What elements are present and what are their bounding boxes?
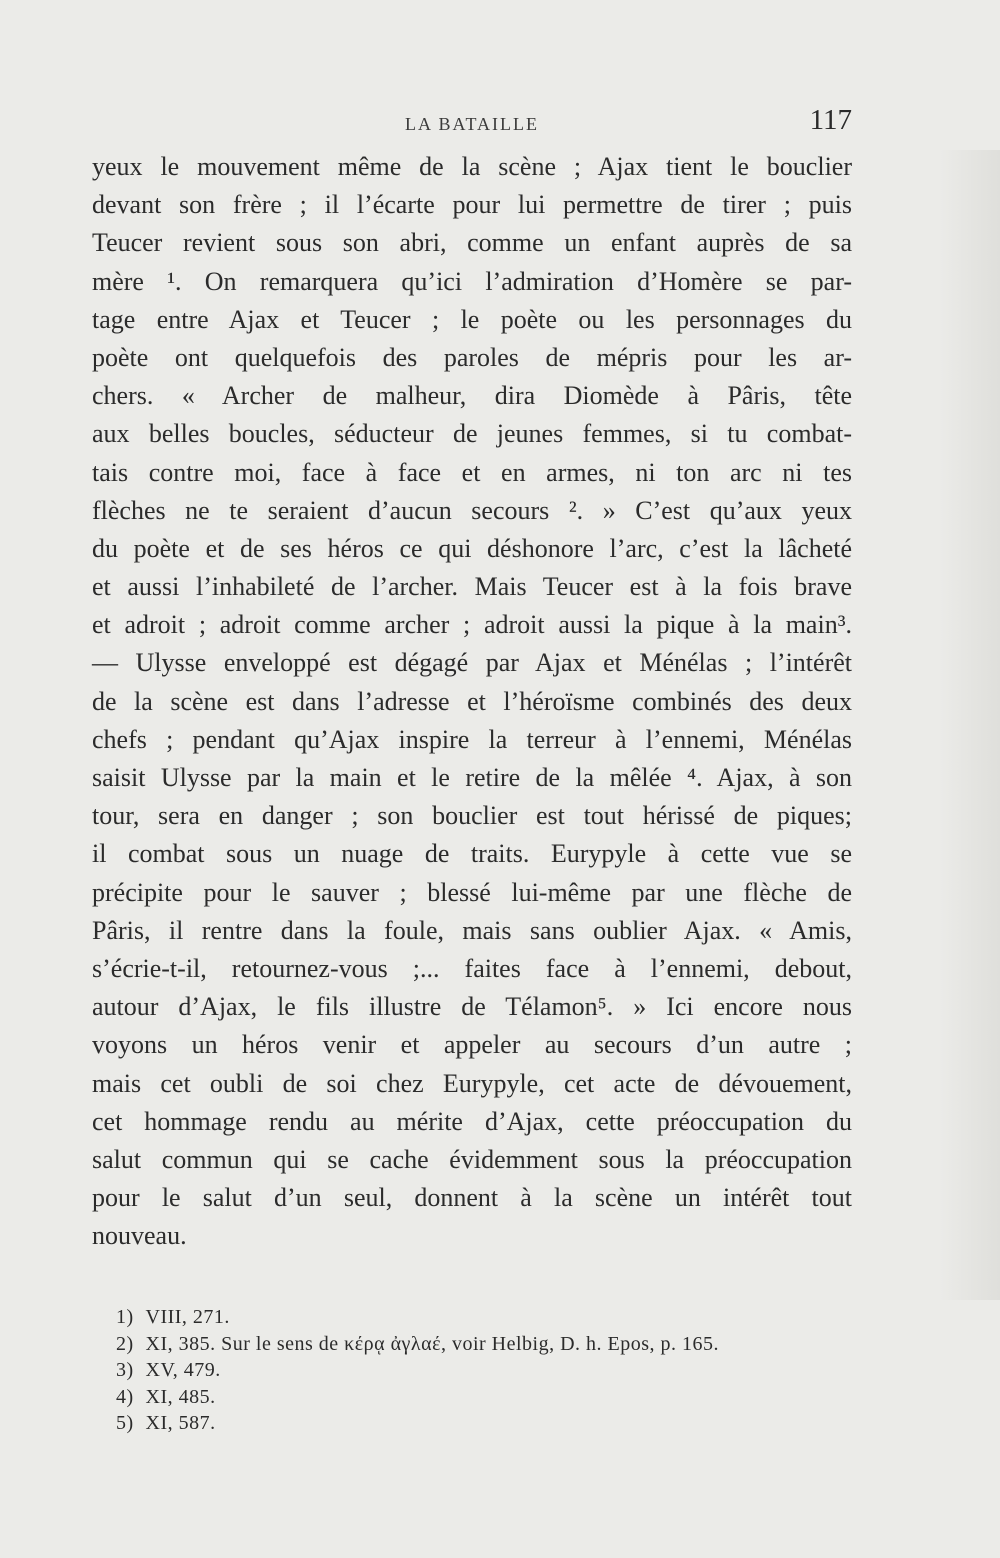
footnotes bbox=[116, 1304, 856, 1437]
footnote-text: XI, 587. bbox=[145, 1412, 216, 1434]
footnote-marker: 2) bbox=[116, 1332, 134, 1355]
text-line: du poète et de ses héros ce qui déshonore l’arc, c’est la lâcheté bbox=[92, 533, 852, 563]
text-line-last: nouveau. bbox=[92, 1221, 187, 1251]
footnote-text: XV, 479. bbox=[145, 1359, 221, 1381]
body-text bbox=[92, 148, 852, 1255]
footnote-marker: 4) bbox=[116, 1385, 134, 1408]
footnote-marker: 3) bbox=[116, 1359, 134, 1381]
text-line: s’écrie-t-il, retournez-vous ;... faites face à l’ennemi, debout, bbox=[92, 953, 852, 983]
text-line: mère ¹. On remarquera qu’ici l’admiration d’Homère se par- bbox=[92, 266, 852, 296]
text-line: et aussi l’inhabileté de l’archer. Mais Teucer est à la fois brave bbox=[92, 572, 852, 602]
text-line: voyons un héros venir et appeler au secours d’un autre ; bbox=[92, 1030, 852, 1060]
footnote bbox=[116, 1357, 856, 1384]
page-edge-shadow bbox=[940, 150, 1000, 1300]
text-line: mais cet oubli de soi chez Eurypyle, cet acte de dévouement, bbox=[92, 1068, 852, 1098]
text-line: devant son frère ; il l’écarte pour lui permettre de tirer ; puis bbox=[92, 190, 852, 220]
text-line: tage entre Ajax et Teucer ; le poète ou les personnages du bbox=[92, 304, 852, 334]
text-line: salut commun qui se cache évidemment sous la préoccupation bbox=[92, 1144, 852, 1174]
footnote-marker: 1) bbox=[116, 1306, 134, 1328]
text-line: poète ont quelquefois des paroles de mépris pour les ar- bbox=[92, 342, 852, 372]
text-line: saisit Ulysse par la main et le retire de la mêlée ⁴. Ajax, à son bbox=[92, 763, 852, 792]
page-number: 117 bbox=[809, 104, 852, 136]
text-line: cet hommage rendu au mérite d’Ajax, cette préoccupation du bbox=[92, 1106, 852, 1136]
text-line: et adroit ; adroit comme archer ; adroit aussi la pique à la main³. bbox=[92, 610, 852, 640]
text-line: — Ulysse enveloppé est dégagé par Ajax et Ménélas ; l’intérêt bbox=[92, 648, 852, 678]
text-line: flèches ne te seraient d’aucun secours ². » C’est qu’aux yeux bbox=[92, 495, 852, 525]
footnote-text: XI, 385. Sur le sens de κέρᾳ ἀγλαέ, voir Helbig, D. h. Epos, p. 165. bbox=[145, 1332, 720, 1355]
running-title: LA BATAILLE bbox=[404, 114, 540, 134]
footnote-text: VIII, 271. bbox=[145, 1306, 230, 1328]
text-line: tais contre moi, face à face et en armes, ni ton arc ni tes bbox=[92, 457, 852, 487]
text-line: chers. « Archer de malheur, dira Diomède à Pâris, tête bbox=[92, 381, 852, 411]
footnote-marker: 5) bbox=[116, 1412, 134, 1434]
text-line: chefs ; pendant qu’Ajax inspire la terreur à l’ennemi, Ménélas bbox=[92, 724, 852, 754]
text-line: tour, sera en danger ; son bouclier est tout hérissé de piques; bbox=[92, 801, 852, 831]
text-line: Pâris, il rentre dans la foule, mais sans oublier Ajax. « Amis, bbox=[92, 915, 852, 945]
text-line: il combat sous un nuage de traits. Eurypyle à cette vue se bbox=[92, 839, 852, 869]
text-line: de la scène est dans l’adresse et l’héroïsme combinés des deux bbox=[92, 686, 852, 716]
text-line: aux belles boucles, séducteur de jeunes femmes, si tu combat- bbox=[92, 419, 852, 449]
running-header bbox=[92, 104, 852, 144]
text-line: précipite pour le sauver ; blessé lui-même par une flèche de bbox=[92, 877, 852, 907]
text-line: autour d’Ajax, le fils illustre de Télamon⁵. » Ici encore nous bbox=[92, 992, 852, 1022]
text-line: pour le salut d’un seul, donnent à la scène un intérêt tout bbox=[92, 1183, 852, 1213]
footnote bbox=[116, 1304, 856, 1331]
footnote bbox=[116, 1410, 856, 1437]
footnote bbox=[116, 1384, 856, 1411]
text-line: Teucer revient sous son abri, comme un enfant auprès de sa bbox=[92, 228, 852, 258]
text-line: yeux le mouvement même de la scène ; Ajax tient le bouclier bbox=[92, 152, 852, 181]
footnote bbox=[116, 1331, 856, 1358]
footnote-text: XI, 485. bbox=[145, 1385, 216, 1408]
